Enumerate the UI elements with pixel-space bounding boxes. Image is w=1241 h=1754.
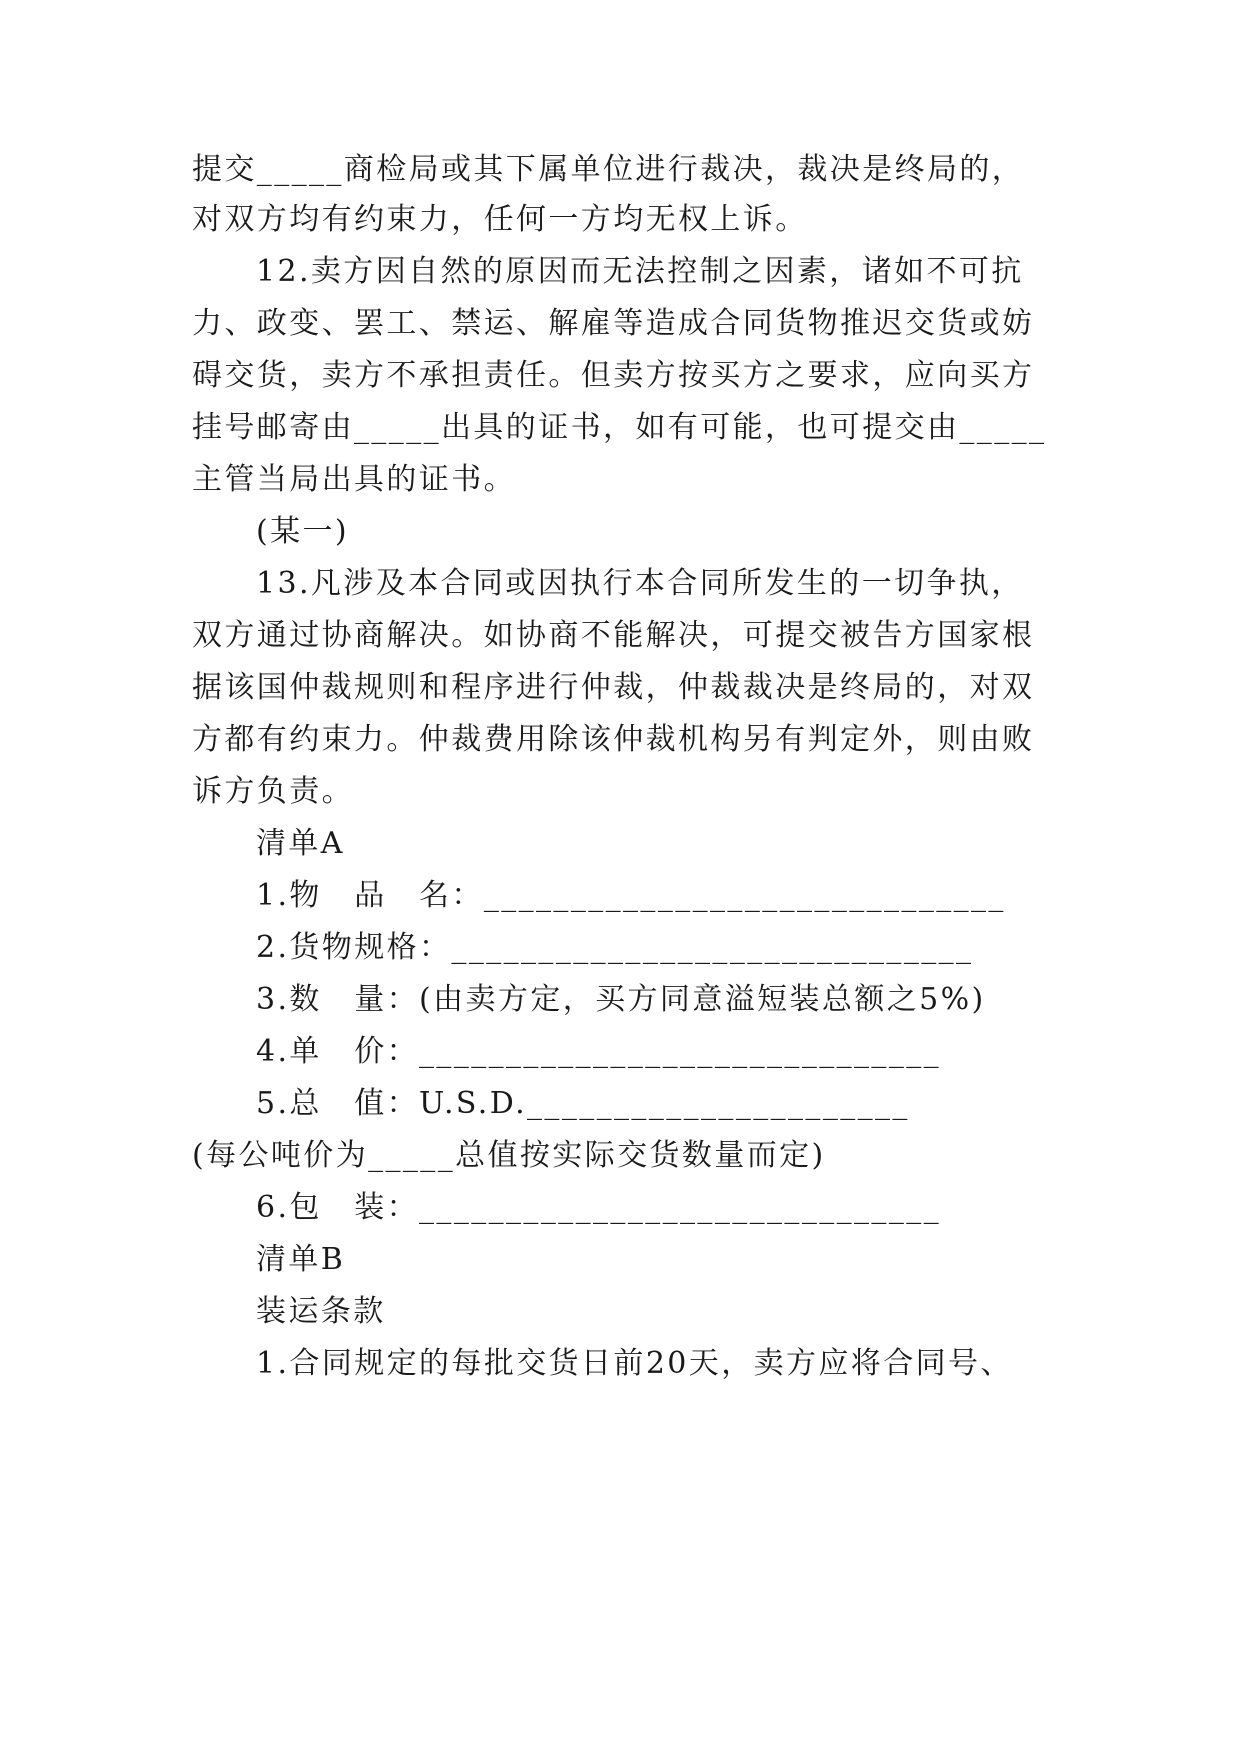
paragraph-11-line-1: 提交_____商检局或其下属单位进行裁决，裁决是终局的， bbox=[192, 152, 1025, 187]
alternative-heading: (某一) bbox=[256, 514, 350, 549]
shipping-terms-item-1: 1.合同规定的每批交货日前20天，卖方应将合同号、 bbox=[256, 1346, 1013, 1381]
paragraph-12-line-4: 挂号邮寄由_____出具的证书，如有可能，也可提交由_____ bbox=[192, 410, 1047, 445]
paragraph-12-line-3: 碍交货，卖方不承担责任。但卖方按买方之要求，应向买方 bbox=[192, 358, 1035, 393]
list-a-item-6: 6.包 装：______________________________ bbox=[256, 1190, 942, 1225]
list-a-item-3: 3.数 量：(由卖方定，买方同意溢短装总额之5%) bbox=[256, 982, 986, 1017]
paragraph-13-line-1: 13.凡涉及本合同或因执行本合同所发生的一切争执， bbox=[256, 566, 1024, 601]
paragraph-12-line-2: 力、政变、罢工、禁运、解雇等造成合同货物推迟交货或妨 bbox=[192, 306, 1035, 341]
list-b-heading: 清单B bbox=[256, 1242, 346, 1277]
paragraph-12-line-5: 主管当局出具的证书。 bbox=[192, 462, 516, 497]
list-a-item-5: 5.总 值：U.S.D.______________________ bbox=[256, 1086, 910, 1121]
paragraph-11-line-2: 对双方均有约束力，任何一方均无权上诉。 bbox=[192, 202, 808, 237]
paragraph-13-line-4: 方都有约束力。仲裁费用除该仲裁机构另有判定外，则由败 bbox=[192, 722, 1035, 757]
list-a-item-4: 4.单 价：______________________________ bbox=[256, 1034, 942, 1069]
paragraph-13-line-3: 据该国仲裁规则和程序进行仲裁，仲裁裁决是终局的，对双 bbox=[192, 670, 1035, 705]
list-a-item-1: 1.物 品 名：______________________________ bbox=[256, 878, 1006, 913]
paragraph-12-line-1: 12.卖方因自然的原因而无法控制之因素，诸如不可抗 bbox=[256, 254, 1024, 289]
paragraph-13-line-2: 双方通过协商解决。如协商不能解决，可提交被告方国家根 bbox=[192, 618, 1035, 653]
paragraph-13-line-5: 诉方负责。 bbox=[192, 774, 354, 809]
list-a-heading: 清单A bbox=[256, 826, 345, 861]
shipping-terms-heading: 装运条款 bbox=[256, 1294, 386, 1329]
list-a-price-note: (每公吨价为_____总值按实际交货数量而定) bbox=[192, 1138, 826, 1173]
list-a-item-2: 2.货物规格：______________________________ bbox=[256, 930, 974, 965]
